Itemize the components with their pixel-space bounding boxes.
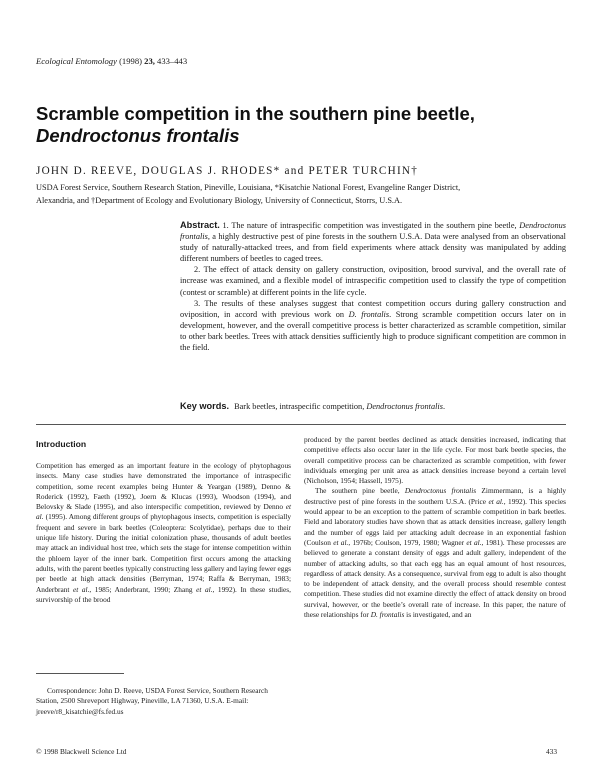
section-heading-introduction: Introduction	[36, 439, 87, 449]
et-al: et al.	[196, 584, 213, 594]
body-text: Competition has emerged as an important feature in the ecology of phytophagous insects. Many case studies have demonstrated the importance of intraspecific competition, some recent examples being Hunter & Yeargan (1989), Denno & Roderick (1992), Faeth (1992), Joern & Klucas (1993), Woodson (1994), and Belovsky & Slade (1995), and also interspecific competition, reviewed by Denno	[36, 461, 291, 512]
copyright-notice: © 1998 Blackwell Science Ltd	[36, 747, 127, 756]
journal-volume: 23,	[144, 56, 155, 66]
paper-title	[36, 103, 566, 147]
abstract-paragraph-1	[180, 220, 566, 264]
et-al: et al.	[466, 537, 482, 547]
body-text: is investigated, and an	[404, 610, 472, 620]
author-conjunction: and	[280, 165, 309, 177]
keywords-label: Key words.	[180, 401, 230, 411]
body-text: (1995). Among different groups of phytophagous insects, competition is especially frequent and severe in bark beetles (Coleoptera: Scolytidae), perhaps due to their unique life history. During the initial colonization phase, thousands of adult beetles may attack an individual host tree, which sets the stage for intense competition within the phloem layer of the inner bark. Competition first occurs among the attacking adults, with the parent beetles typically constructing less gallery and laying fewer eggs per beetle at high attack densities (Berryman, 1974; Raffa & Berryman, 1983; Anderbrant	[36, 512, 291, 594]
title-line-2: Dendroctonus frontalis	[36, 125, 240, 146]
keywords-text: Bark beetles, intraspecific competition,	[234, 402, 367, 411]
journal-name: Ecological Entomology	[36, 56, 117, 66]
body-text: , 1976b; Coulson, 1979, 1980; Wagner	[348, 537, 467, 547]
et-al: et al.	[488, 496, 504, 506]
species-name: Dendroctonus frontalis	[180, 221, 566, 242]
body-text: Zimmermann, is a highly destructive pest of pine forests in the southern U.S.A. (Price	[304, 486, 567, 506]
et-al: et al.	[36, 502, 291, 522]
page-number: 433	[546, 747, 558, 756]
body-paragraph	[304, 486, 566, 620]
journal-year: (1998)	[116, 56, 145, 66]
correspondence-footnote	[36, 686, 291, 717]
body-text: , 1981). These processes are believed to generate a constant density of eggs and adult gallery, independent of the number of attacking adults, so that each egg has an equal amount of host resources, regardless of attack density. As a consequence, survival from egg to adult is also thought to be independent of attack density, and the overall process should resemble contest competition. These studies did not examine directly the effect of attack density on brood survival, however, or the beetle’s overall rate of increase. In this paper, the nature of these relationships for	[304, 537, 567, 620]
author-list	[36, 165, 418, 177]
abstract-text: 1. The nature of intraspecific competition was investigated in the southern pine beetle,	[219, 221, 520, 230]
body-column-right	[304, 435, 566, 620]
affiliation-mark-rhodes: *	[273, 165, 281, 177]
species-name: D. frontalis	[348, 309, 390, 319]
affiliation-line-2: Alexandria, and †Department of Ecology and Evolutionary Biology, University of Connecticut, Storrs, U.S.A.	[36, 196, 403, 205]
author-turchin: PETER TURCHIN	[308, 165, 412, 177]
keywords-text: .	[442, 402, 446, 411]
correspondence-text: Correspondence: John D. Reeve, USDA Forest Service, Southern Research Station, 2500 Shreveport Highway, Pineville, LA 71360, U.S.A. E-mail: jreeve/r8_kisatchie@fs.fed.us	[36, 686, 268, 716]
journal-pages: 433–443	[154, 56, 188, 66]
affiliations	[36, 181, 566, 207]
footnote-divider	[36, 673, 124, 674]
journal-citation	[36, 56, 187, 66]
et-al: et al.	[333, 537, 349, 547]
title-line-1: Scramble competition in the southern pine beetle,	[36, 103, 475, 124]
body-column-left	[36, 461, 291, 605]
keywords	[180, 401, 566, 411]
et-al: et al.	[73, 584, 90, 594]
body-paragraph: produced by the parent beetles declined as attack densities increased, indicating that competitive effects also occur later in the life cycle. For most bark beetle species, the overall competitive process can be characterized as scramble competition, with fewer individuals emerging per unit area as attack densities increase beyond a certain level (Nicholson, 1954; Hassell, 1975).	[304, 435, 566, 486]
abstract-label: Abstract.	[180, 220, 220, 230]
section-divider	[36, 424, 566, 425]
body-text: , 1985; Anderbrant, 1990; Zhang	[89, 584, 197, 594]
abstract-text: . Strong scramble competition occurs later on in development, however, and the overall competitive process is better characterized as scramble competition, similar to other bark beetles. Trees with attack densities sufficiently high to produce significant competition are common in the field.	[180, 309, 566, 353]
body-text: , 1992). This species would appear to be an exception to the pattern of scramble competition in bark beetles. Field and laboratory studies have shown that as attack densities increase, gallery length and the number of eggs laid per attacking adult decrease in an exponential fashion (Coulson	[304, 496, 566, 547]
affiliation-mark-turchin: †	[411, 165, 419, 177]
author-rhodes: DOUGLAS J. RHODES	[141, 165, 274, 177]
body-paragraph	[36, 461, 291, 605]
species-name: D. frontalis	[370, 610, 405, 620]
species-name: Dendroctonus frontalis	[404, 486, 477, 496]
affiliation-line-1: USDA Forest Service, Southern Research Station, Pineville, Louisiana, *Kisatchie National Forest, Evangeline Ranger District,	[36, 183, 461, 192]
abstract	[180, 220, 566, 353]
species-name: Dendroctonus frontalis	[366, 402, 443, 411]
abstract-text: 3. The results of these analyses suggest that contest competition occurs during gallery construction and oviposition, in accord with previous work on	[180, 298, 566, 319]
author-reeve: JOHN D. REEVE,	[36, 165, 142, 177]
body-text: , 1992). In these studies, survivorship of the brood	[36, 584, 292, 604]
abstract-text: , a highly destructive pest of pine forests in the southern U.S.A. Data were analysed from an observational study of naturally-attacked trees, and from field experiments where attack density was manipulated by adding different numbers of beetles to caged trees.	[180, 232, 566, 264]
body-text: The southern pine beetle,	[315, 486, 405, 496]
abstract-paragraph-3	[180, 298, 566, 353]
abstract-paragraph-2: 2. The effect of attack density on gallery construction, oviposition, brood survival, and the overall rate of increase was examined, and a flexible model of intraspecific competition used to classify the type of competition (contest or scramble) at different points in the life cycle.	[180, 265, 566, 297]
